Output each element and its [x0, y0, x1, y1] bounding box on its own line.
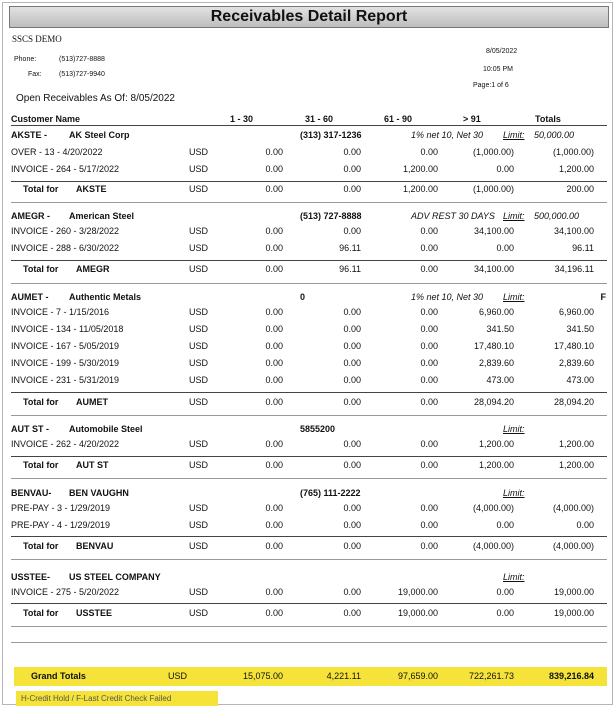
- row-currency: USD: [189, 375, 209, 385]
- row-over-91: 0.00: [496, 587, 514, 597]
- row-31-60: 96.11: [339, 243, 361, 253]
- table-row: [3, 307, 614, 321]
- total-over-91: (1,000.00): [472, 184, 514, 194]
- customer-total-divider: [11, 456, 607, 457]
- row-currency: USD: [189, 226, 209, 236]
- total-1-30: 0.00: [265, 541, 283, 551]
- table-row: [3, 358, 614, 372]
- row-description: INVOICE - 231 - 5/31/2019: [11, 375, 120, 385]
- col-header-61-90: 61 - 90: [384, 114, 413, 124]
- customer-name: American Steel: [69, 211, 135, 221]
- row-over-91: (1,000.00): [472, 147, 514, 157]
- row-currency: USD: [189, 587, 209, 597]
- grand-totals-61-90: 97,659.00: [397, 671, 438, 681]
- customer-code: AUMET -: [11, 292, 49, 302]
- col-header-31-60: 31 - 60: [305, 114, 334, 124]
- customer-limit-label: Limit:: [503, 130, 525, 140]
- row-description: INVOICE - 264 - 5/17/2022: [11, 164, 120, 174]
- row-total: 2,839.60: [558, 358, 594, 368]
- customer-code: USSTEE-: [11, 572, 51, 582]
- row-currency: USD: [189, 243, 209, 253]
- total-total: 28,094.20: [553, 397, 594, 407]
- customer-limit-label: Limit:: [503, 488, 525, 498]
- row-31-60: 0.00: [343, 226, 361, 236]
- col-header-customer: Customer Name: [11, 114, 81, 124]
- total-customer-code: AMEGR: [76, 264, 110, 274]
- row-31-60: 0.00: [343, 439, 361, 449]
- customer-terms: 1% net 10, Net 30: [411, 130, 484, 140]
- total-label: Total for: [23, 608, 59, 618]
- page-number: Page:1 of 6: [473, 82, 509, 89]
- total-1-30: 0.00: [265, 397, 283, 407]
- row-31-60: 0.00: [343, 324, 361, 334]
- table-row: [3, 439, 614, 453]
- row-description: INVOICE - 288 - 6/30/2022: [11, 243, 120, 253]
- total-label: Total for: [23, 397, 59, 407]
- customer-section-divider: [11, 559, 607, 560]
- row-1-30: 0.00: [265, 147, 283, 157]
- row-over-91: 473.00: [486, 375, 514, 385]
- row-total: 34,100.00: [553, 226, 594, 236]
- total-61-90: 0.00: [420, 264, 438, 274]
- customer-phone: (765) 111-2222: [300, 488, 361, 498]
- table-row: [3, 503, 614, 517]
- customer-name: Automobile Steel: [69, 424, 143, 434]
- row-over-91: 2,839.60: [478, 358, 514, 368]
- customer-name: US STEEL COMPANY: [69, 572, 161, 582]
- row-description: INVOICE - 134 - 11/05/2018: [11, 324, 124, 334]
- total-label: Total for: [23, 541, 59, 551]
- customer-phone: 5855200: [300, 424, 336, 434]
- row-currency: USD: [189, 341, 209, 351]
- row-currency: USD: [189, 324, 209, 334]
- total-over-91: 34,100.00: [473, 264, 514, 274]
- customer-total-row: [3, 460, 614, 474]
- col-header-over-91: > 91: [463, 114, 481, 124]
- customer-terms: ADV REST 30 DAYS: [411, 211, 495, 221]
- total-customer-code: AKSTE: [76, 184, 107, 194]
- total-customer-code: AUMET: [76, 397, 108, 407]
- total-over-91: (4,000.00): [472, 541, 514, 551]
- table-row: [3, 243, 614, 257]
- customer-header: [3, 211, 614, 225]
- customer-limit-label: Limit:: [503, 572, 525, 582]
- customer-total-divider: [11, 260, 607, 261]
- total-label: Total for: [23, 460, 59, 470]
- row-over-91: 0.00: [496, 243, 514, 253]
- row-over-91: (4,000.00): [472, 503, 514, 513]
- customer-code: BENVAU-: [11, 488, 52, 498]
- total-61-90: 0.00: [420, 460, 438, 470]
- row-61-90: 0.00: [420, 147, 438, 157]
- row-description: INVOICE - 7 - 1/15/2016: [11, 307, 110, 317]
- customer-limit-value: 500,000.00: [534, 211, 580, 221]
- row-61-90: 19,000.00: [397, 587, 438, 597]
- grand-totals-31-60: 4,221.11: [326, 671, 361, 681]
- grand-totals-1-30: 15,075.00: [242, 671, 283, 681]
- total-currency: USD: [189, 541, 209, 551]
- table-row: [3, 147, 614, 161]
- total-customer-code: BENVAU: [76, 541, 114, 551]
- row-1-30: 0.00: [265, 243, 283, 253]
- total-61-90: 1,200.00: [402, 184, 438, 194]
- row-total: 6,960.00: [558, 307, 594, 317]
- table-row: [3, 164, 614, 178]
- row-1-30: 0.00: [265, 375, 283, 385]
- row-1-30: 0.00: [265, 503, 283, 513]
- customer-phone: (313) 317-1236: [300, 130, 362, 140]
- customer-header: [3, 130, 614, 144]
- total-total: 1,200.00: [558, 460, 594, 470]
- total-61-90: 0.00: [420, 541, 438, 551]
- total-1-30: 0.00: [265, 608, 283, 618]
- customer-section-divider: [11, 415, 607, 416]
- total-1-30: 0.00: [265, 184, 283, 194]
- customer-total-row: [3, 397, 614, 411]
- total-customer-code: USSTEE: [76, 608, 113, 618]
- customer-total-divider: [11, 603, 607, 604]
- report-title: Receivables Detail Report: [9, 6, 609, 28]
- as-of-line: Open Receivables As Of: 8/05/2022: [16, 93, 175, 104]
- row-currency: USD: [189, 307, 209, 317]
- row-61-90: 0.00: [420, 375, 438, 385]
- table-row: [3, 226, 614, 240]
- report-date: 8/05/2022: [486, 48, 518, 55]
- row-31-60: 0.00: [343, 375, 361, 385]
- fax-label: Fax:: [28, 71, 42, 78]
- row-31-60: 0.00: [343, 503, 361, 513]
- table-row: [3, 375, 614, 389]
- table-row: [3, 341, 614, 355]
- row-description: INVOICE - 199 - 5/30/2019: [11, 358, 120, 368]
- row-61-90: 0.00: [420, 243, 438, 253]
- row-total: 473.00: [566, 375, 594, 385]
- row-31-60: 0.00: [343, 164, 361, 174]
- total-31-60: 0.00: [343, 397, 361, 407]
- grand-totals-highlight: [14, 667, 607, 686]
- total-over-91: 28,094.20: [473, 397, 514, 407]
- row-61-90: 0.00: [420, 503, 438, 513]
- row-over-91: 17,480.10: [473, 341, 514, 351]
- row-currency: USD: [189, 147, 209, 157]
- header-divider: [11, 125, 607, 126]
- customer-name: BEN VAUGHN: [69, 488, 129, 498]
- customer-header: [3, 572, 614, 586]
- total-total: 19,000.00: [553, 608, 594, 618]
- row-31-60: 0.00: [343, 341, 361, 351]
- row-1-30: 0.00: [265, 358, 283, 368]
- row-1-30: 0.00: [265, 520, 283, 530]
- row-61-90: 0.00: [420, 358, 438, 368]
- customer-name: Authentic Metals: [69, 292, 142, 302]
- row-61-90: 0.00: [420, 439, 438, 449]
- row-currency: USD: [189, 358, 209, 368]
- row-currency: USD: [189, 439, 209, 449]
- row-total: 96.11: [572, 243, 594, 253]
- row-currency: USD: [189, 164, 209, 174]
- customer-total-divider: [11, 536, 607, 537]
- customer-phone: (513) 727-8888: [300, 211, 362, 221]
- total-31-60: 0.00: [343, 608, 361, 618]
- row-61-90: 0.00: [420, 520, 438, 530]
- row-over-91: 6,960.00: [478, 307, 514, 317]
- row-total: 0.00: [576, 520, 594, 530]
- total-over-91: 1,200.00: [478, 460, 514, 470]
- row-1-30: 0.00: [265, 164, 283, 174]
- row-currency: USD: [189, 503, 209, 513]
- row-61-90: 0.00: [420, 307, 438, 317]
- phone-label: Phone:: [14, 56, 37, 63]
- row-over-91: 34,100.00: [473, 226, 514, 236]
- total-total: 200.00: [566, 184, 594, 194]
- row-1-30: 0.00: [265, 341, 283, 351]
- row-1-30: 0.00: [265, 439, 283, 449]
- customer-header: [3, 292, 614, 306]
- row-1-30: 0.00: [265, 307, 283, 317]
- legend-note: H-Credit Hold / F-Last Credit Check Failed: [16, 691, 218, 706]
- row-31-60: 0.00: [343, 587, 361, 597]
- customer-section-divider: [11, 202, 607, 203]
- total-currency: USD: [189, 264, 209, 274]
- customer-total-row: [3, 264, 614, 278]
- table-row: [3, 587, 614, 601]
- report-page: [2, 2, 613, 705]
- row-61-90: 0.00: [420, 341, 438, 351]
- company-name: SSCS DEMO: [12, 34, 62, 44]
- row-over-91: 1,200.00: [478, 439, 514, 449]
- row-total: (4,000.00): [552, 503, 594, 513]
- row-total: 1,200.00: [558, 164, 594, 174]
- row-31-60: 0.00: [343, 358, 361, 368]
- customer-total-divider: [11, 181, 607, 182]
- col-header-1-30: 1 - 30: [230, 114, 254, 124]
- row-description: INVOICE - 260 - 3/28/2022: [11, 226, 120, 236]
- row-31-60: 0.00: [343, 147, 361, 157]
- customer-section-divider: [11, 626, 607, 627]
- row-description: PRE-PAY - 4 - 1/29/2019: [11, 520, 111, 530]
- row-description: OVER - 13 - 4/20/2022: [11, 147, 103, 157]
- total-currency: USD: [189, 184, 209, 194]
- customer-limit-label: Limit:: [503, 211, 525, 221]
- col-header-totals: Totals: [535, 114, 561, 124]
- total-over-91: 0.00: [496, 608, 514, 618]
- table-row: [3, 324, 614, 338]
- customer-total-row: [3, 608, 614, 622]
- row-61-90: 1,200.00: [402, 164, 438, 174]
- customer-section-divider: [11, 283, 607, 284]
- total-currency: USD: [189, 460, 209, 470]
- row-total: 1,200.00: [558, 439, 594, 449]
- total-31-60: 96.11: [339, 264, 361, 274]
- row-over-91: 341.50: [486, 324, 514, 334]
- customer-section-divider: [11, 478, 607, 479]
- footer-divider: [11, 642, 607, 643]
- row-31-60: 0.00: [343, 307, 361, 317]
- total-1-30: 0.00: [265, 264, 283, 274]
- customer-limit-label: Limit:: [503, 424, 525, 434]
- phone-value: (513)727-8888: [59, 56, 105, 63]
- total-customer-code: AUT ST: [76, 460, 109, 470]
- total-61-90: 0.00: [420, 397, 438, 407]
- fax-value: (513)727-9940: [59, 71, 105, 78]
- customer-total-row: [3, 541, 614, 555]
- row-total: 19,000.00: [553, 587, 594, 597]
- row-description: INVOICE - 275 - 5/20/2022: [11, 587, 120, 597]
- row-description: PRE-PAY - 3 - 1/29/2019: [11, 503, 111, 513]
- row-description: INVOICE - 262 - 4/20/2022: [11, 439, 120, 449]
- total-label: Total for: [23, 184, 59, 194]
- row-total: (1,000.00): [552, 147, 594, 157]
- row-1-30: 0.00: [265, 324, 283, 334]
- total-currency: USD: [189, 397, 209, 407]
- row-61-90: 0.00: [420, 324, 438, 334]
- customer-header: [3, 488, 614, 502]
- row-1-30: 0.00: [265, 587, 283, 597]
- grand-totals-total: 839,216.84: [548, 671, 594, 681]
- grand-totals-over-91: 722,261.73: [468, 671, 514, 681]
- customer-name: AK Steel Corp: [69, 130, 130, 140]
- customer-code: AUT ST -: [11, 424, 49, 434]
- customer-terms: 1% net 10, Net 30: [411, 292, 484, 302]
- total-1-30: 0.00: [265, 460, 283, 470]
- customer-code: AKSTE -: [11, 130, 47, 140]
- total-currency: USD: [189, 608, 209, 618]
- customer-credit-flag: F: [600, 292, 606, 302]
- total-61-90: 19,000.00: [397, 608, 438, 618]
- grand-totals-currency: USD: [168, 671, 188, 681]
- total-31-60: 0.00: [343, 460, 361, 470]
- row-over-91: 0.00: [496, 164, 514, 174]
- total-31-60: 0.00: [343, 184, 361, 194]
- customer-phone: 0: [300, 292, 306, 302]
- total-total: 34,196.11: [554, 264, 594, 274]
- total-total: (4,000.00): [552, 541, 594, 551]
- row-over-91: 0.00: [496, 520, 514, 530]
- row-description: INVOICE - 167 - 5/05/2019: [11, 341, 120, 351]
- row-currency: USD: [189, 520, 209, 530]
- row-total: 17,480.10: [553, 341, 594, 351]
- row-total: 341.50: [566, 324, 594, 334]
- row-61-90: 0.00: [420, 226, 438, 236]
- total-label: Total for: [23, 264, 59, 274]
- customer-header: [3, 424, 614, 438]
- total-31-60: 0.00: [343, 541, 361, 551]
- row-1-30: 0.00: [265, 226, 283, 236]
- customer-code: AMEGR -: [11, 211, 50, 221]
- customer-limit-value: 50,000.00: [534, 130, 575, 140]
- row-31-60: 0.00: [343, 520, 361, 530]
- customer-total-divider: [11, 392, 607, 393]
- table-row: [3, 520, 614, 534]
- report-time: 10:05 PM: [483, 66, 513, 73]
- grand-totals-label: Grand Totals: [31, 671, 86, 681]
- customer-total-row: [3, 184, 614, 198]
- customer-limit-label: Limit:: [503, 292, 525, 302]
